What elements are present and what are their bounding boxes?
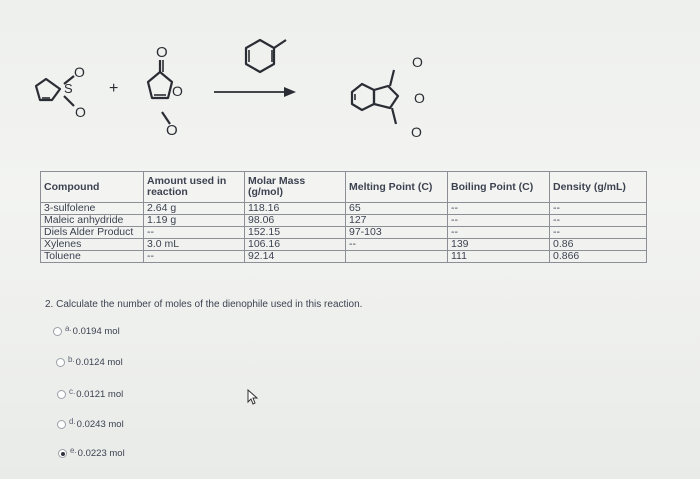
table-row — [41, 239, 647, 251]
product-oxygen-top: O — [412, 54, 423, 70]
table-cell: 3.0 mL — [144, 239, 245, 251]
table-header: Density (g/mL) — [550, 172, 647, 203]
answer-option-a[interactable] — [53, 326, 120, 337]
table-cell: 92.14 — [245, 251, 346, 263]
reaction-scheme — [0, 0, 700, 160]
option-letter: c. — [69, 387, 76, 396]
table-cell: 97-103 — [346, 227, 448, 239]
option-letter: e. — [70, 446, 77, 455]
properties-table — [40, 171, 647, 263]
table-header-row — [41, 172, 647, 203]
table-cell: -- — [550, 203, 647, 215]
option-label: 0.0243 mol — [76, 419, 124, 430]
table-row — [41, 227, 647, 239]
table-cell: 106.16 — [245, 239, 346, 251]
table-row — [41, 215, 647, 227]
table-cell — [346, 251, 448, 263]
option-letter: d. — [69, 417, 76, 426]
radio-button[interactable] — [53, 327, 62, 336]
table-cell: 3-sulfolene — [41, 203, 144, 215]
sulfone-oxygen-top: O — [74, 64, 85, 80]
table-cell: 152.15 — [245, 227, 346, 239]
table-cell: 139 — [448, 239, 550, 251]
product-structure — [352, 70, 398, 124]
answer-option-e[interactable] — [58, 448, 125, 459]
reaction-scheme-drawing — [0, 0, 700, 160]
table-cell: 2.64 g — [144, 203, 245, 215]
product-ring-oxygen: O — [414, 90, 425, 106]
anhydride-ring-oxygen: O — [172, 83, 183, 99]
answer-option-b[interactable] — [56, 357, 123, 368]
table-header: Molar Mass (g/mol) — [245, 172, 346, 203]
sulfur-label: S — [64, 81, 73, 96]
table-cell: 1.19 g — [144, 215, 245, 227]
table-cell: 98.06 — [245, 215, 346, 227]
table-cell: -- — [448, 227, 550, 239]
table-cell: -- — [550, 227, 647, 239]
table-cell: -- — [144, 251, 245, 263]
radio-button-selected[interactable] — [58, 449, 67, 458]
table-cell: -- — [346, 239, 448, 251]
table-cell: Maleic anhydride — [41, 215, 144, 227]
table-row — [41, 251, 647, 263]
option-letter: b. — [68, 355, 75, 364]
table-cell: 65 — [346, 203, 448, 215]
question-text: 2. Calculate the number of moles of the dienophile used in this reaction. — [45, 299, 363, 310]
option-label: 0.0124 mol — [75, 357, 123, 368]
table-cell: 127 — [346, 215, 448, 227]
table-cell: Toluene — [41, 251, 144, 263]
anhydride-oxygen-top: O — [156, 44, 168, 61]
plus-sign: + — [109, 80, 119, 97]
table-cell: Diels Alder Product — [41, 227, 144, 239]
table-row — [41, 203, 647, 215]
table-header: Amount used in reaction — [144, 172, 245, 203]
table-cell: 0.866 — [550, 251, 647, 263]
table-cell: Xylenes — [41, 239, 144, 251]
table-cell: 118.16 — [245, 203, 346, 215]
table-cell: -- — [144, 227, 245, 239]
maleic-anhydride-structure — [148, 60, 172, 124]
mouse-cursor-icon — [247, 389, 259, 405]
answer-option-d[interactable] — [57, 419, 124, 430]
radio-button[interactable] — [56, 358, 65, 367]
table-header: Compound — [41, 172, 144, 203]
table-cell: -- — [448, 215, 550, 227]
toluene-structure — [246, 40, 286, 72]
sulfone-oxygen-bottom: O — [75, 104, 86, 120]
table-cell: -- — [448, 203, 550, 215]
option-label: 0.0121 mol — [76, 389, 124, 400]
product-oxygen-bottom: O — [411, 124, 422, 140]
table-cell: 111 — [448, 251, 550, 263]
answer-option-c[interactable] — [57, 389, 123, 400]
option-label: 0.0194 mol — [72, 326, 120, 337]
table-header: Melting Point (C) — [346, 172, 448, 203]
anhydride-oxygen-bottom: O — [166, 122, 178, 139]
option-label: 0.0223 mol — [77, 448, 125, 459]
radio-button[interactable] — [57, 420, 66, 429]
table-header: Boiling Point (C) — [448, 172, 550, 203]
option-letter: a. — [65, 324, 72, 333]
radio-button[interactable] — [57, 390, 66, 399]
table-cell: 0.86 — [550, 239, 647, 251]
table-cell: -- — [550, 215, 647, 227]
